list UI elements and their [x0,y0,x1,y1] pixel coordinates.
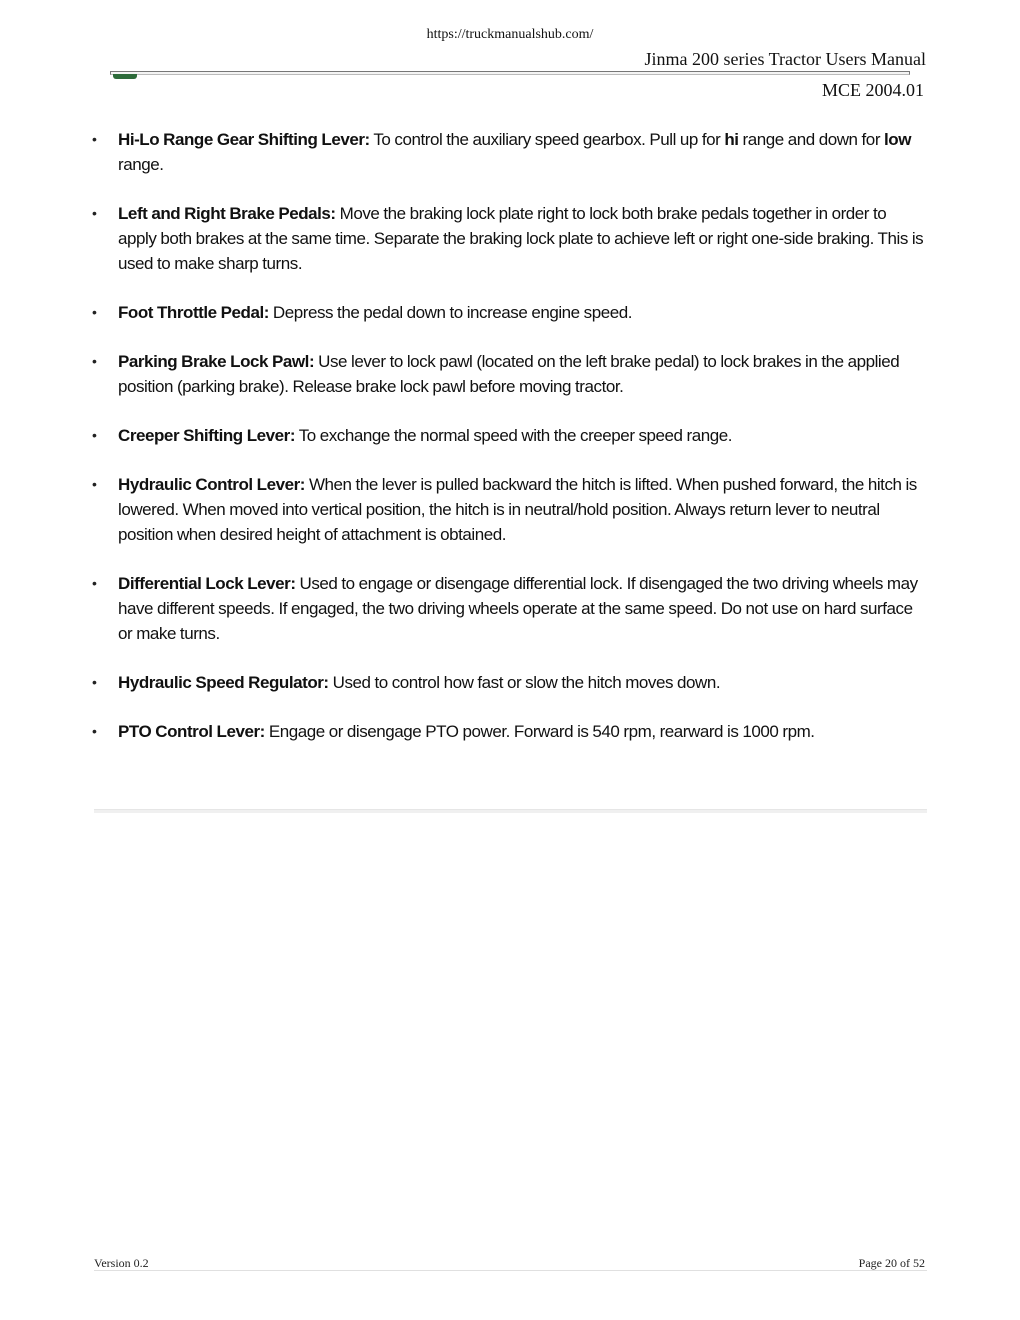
header-rule [110,71,910,75]
emphasis-hi: hi [724,130,739,149]
item-description: Used to control how fast or slow the hitch moves down. [328,673,721,692]
bullet: • [92,575,97,591]
item-term: Hydraulic Control Lever: [118,475,305,494]
list-item-pto-control-lever [92,719,928,744]
item-term: Differential Lock Lever: [118,574,296,593]
item-description: To exchange the normal speed with the creeper speed range. [295,426,733,445]
footer-version: Version 0.2 [94,1256,149,1270]
item-term: PTO Control Lever: [118,722,265,741]
list-item-brake-pedals [92,201,928,276]
item-description: To control the auxiliary speed gearbox. Pull up for [369,130,725,149]
item-term: Parking Brake Lock Pawl: [118,352,315,371]
footer-page-number: Page 20 of 52 [858,1256,925,1270]
item-term: Foot Throttle Pedal: [118,303,269,322]
list-item-parking-brake-pawl [92,349,928,399]
item-description: range and down for [738,130,885,149]
logo-mark [113,74,137,79]
item-text [118,423,928,448]
item-term: Hi-Lo Range Gear Shifting Lever: [118,130,370,149]
bullet: • [92,131,97,147]
item-description: Use lever to lock pawl (located on the left brake pedal) to lock brakes in the applied position (parking brake). Release brake lock pawl before moving tractor. [118,352,900,396]
bullet: • [92,476,97,492]
emphasis-low: low [884,130,911,149]
site-url[interactable]: https://truckmanualshub.com/ [426,27,594,42]
list-item-differential-lock [92,571,928,646]
item-text [118,571,928,646]
bullet: • [92,304,97,320]
list-item-hi-lo-range-lever [92,127,928,177]
item-text [118,201,928,276]
list-item-hydraulic-speed-regulator [92,670,928,695]
section-divider [94,809,927,813]
bullet: • [92,427,97,443]
bullet: • [92,723,97,739]
list-item-foot-throttle [92,300,928,325]
item-text [118,349,928,399]
item-term: Hydraulic Speed Regulator: [118,673,329,692]
item-text [118,670,928,695]
item-text [118,472,928,547]
item-text [118,300,928,325]
list-item-creeper-lever [92,423,928,448]
item-term: Left and Right Brake Pedals: [118,204,336,223]
footer-rule [94,1270,927,1271]
manual-title: Jinma 200 series Tractor Users Manual [644,49,926,69]
controls-list [92,127,928,768]
item-description: range. [118,155,164,174]
bullet: • [92,353,97,369]
item-description: Engage or disengage PTO power. Forward is 540 rpm, rearward is 1000 rpm. [264,722,815,741]
bullet: • [92,674,97,690]
item-description: Used to engage or disengage differential lock. If disengaged the two driving wheels may have different speeds. If engaged, the two driving wheels operate at the same speed. Do not use on hard surface or make turns. [118,574,918,643]
item-text [118,127,928,177]
item-description: When the lever is pulled backward the hitch is lifted. When pushed forward, the hitch is lowered. When moved into vertical position, the hitch is in neutral/hold position. Always return lever to neutral position when desired height of attachment is obtained. [118,475,917,544]
bullet: • [92,205,97,221]
document-code: MCE 2004.01 [821,80,924,100]
list-item-hydraulic-control-lever [92,472,928,547]
item-description: Move the braking lock plate right to lock both brake pedals together in order to apply both brakes at the same time. Separate the braking lock plate to achieve left or right one-side braking. This is used to make sharp turns. [118,204,924,273]
item-term: Creeper Shifting Lever: [118,426,296,445]
item-text [118,719,928,744]
item-description: Depress the pedal down to increase engine speed. [268,303,632,322]
